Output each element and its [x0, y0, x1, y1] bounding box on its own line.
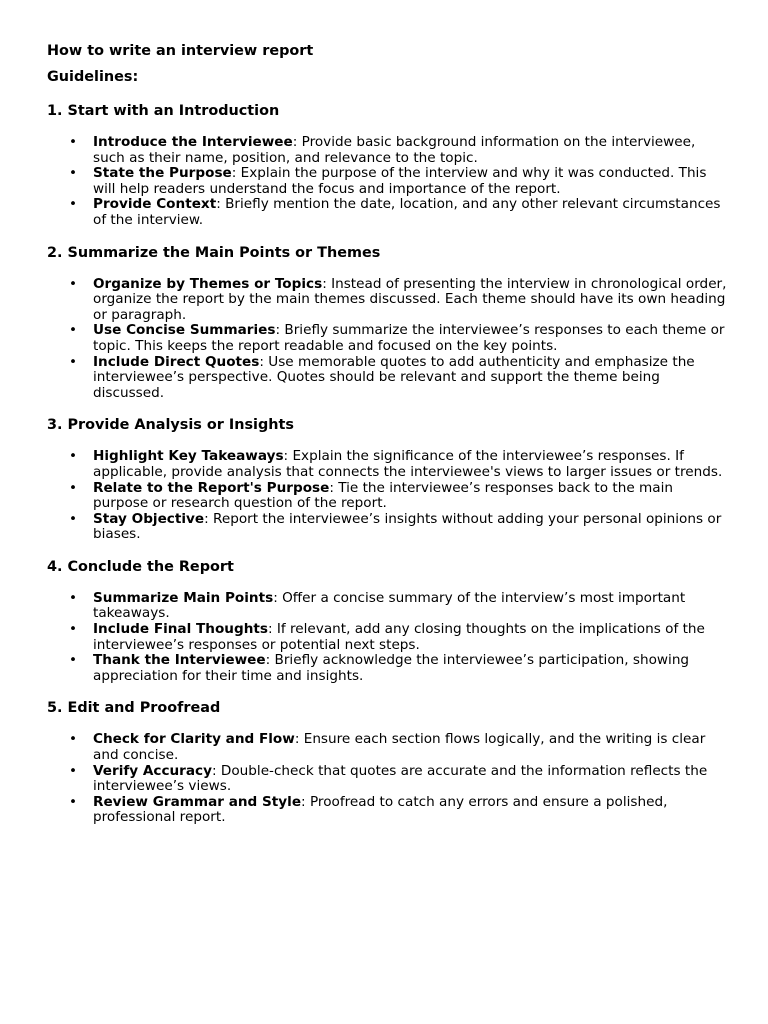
bullet-icon: •	[69, 196, 78, 213]
item-text: : Report the interviewee’s insights without adding your personal opinions or biases.	[93, 510, 722, 543]
section-heading: 3. Provide Analysis or Insights	[47, 417, 294, 434]
section-main-points	[47, 245, 727, 402]
section-analysis	[47, 417, 727, 543]
list-item	[69, 510, 727, 543]
item-term: Stay Objective	[93, 510, 205, 527]
list-item	[69, 762, 727, 795]
list-item	[69, 731, 727, 764]
bullet-icon: •	[69, 510, 78, 527]
bullet-icon: •	[69, 652, 78, 669]
item-text: : Offer a concise summary of the interview’s most important takeaways.	[93, 589, 686, 622]
item-term: Thank the Interviewee	[93, 652, 266, 669]
list-item	[69, 322, 727, 354]
item-term: Summarize Main Points	[93, 589, 274, 606]
list-item	[69, 652, 727, 684]
bullet-icon: •	[69, 762, 78, 779]
list-item	[69, 793, 727, 826]
document-page	[47, 43, 727, 842]
item-text: : Provide basic background information on the interviewee, such as their name, position, and relevance to the topic.	[93, 134, 696, 166]
item-term: Provide Context	[93, 196, 217, 213]
item-term: Highlight Key Takeaways	[93, 448, 284, 465]
bullet-icon: •	[69, 448, 78, 465]
bullet-icon: •	[69, 479, 78, 496]
bullet-icon: •	[69, 731, 78, 748]
bullet-icon: •	[69, 322, 78, 339]
bullet-list	[47, 732, 727, 826]
bullet-list	[47, 449, 727, 543]
item-term: State the Purpose	[93, 165, 232, 182]
section-edit-proofread	[47, 700, 727, 826]
list-item	[69, 589, 727, 622]
list-item	[69, 479, 727, 512]
bullet-icon: •	[69, 165, 78, 182]
item-text: : Tie the interviewee’s responses back to the main purpose or research question of the report.	[93, 479, 673, 512]
item-text: : Ensure each section flows logically, and the writing is clear and concise.	[93, 731, 706, 764]
item-text: : Instead of presenting the interview in chronological order, organize the report by the main themes discussed. Each theme should have its own heading or paragraph.	[93, 275, 727, 323]
section-conclusion	[47, 559, 727, 685]
list-item	[69, 134, 727, 166]
document-subtitle: Guidelines:	[47, 69, 139, 85]
item-text: : Proofread to catch any errors and ensure a polished, professional report.	[93, 793, 668, 826]
bullet-icon: •	[69, 621, 78, 638]
bullet-icon: •	[69, 589, 78, 606]
item-text: : Double-check that quotes are accurate and the information reflects the interviewee’s views.	[93, 762, 708, 795]
item-text: : Briefly summarize the interviewee’s responses to each theme or topic. This keeps the report readable and focused on the key points.	[93, 322, 725, 354]
list-item	[69, 353, 727, 402]
item-term: Organize by Themes or Topics	[93, 275, 323, 292]
list-item	[69, 621, 727, 653]
document-title: How to write an interview report	[47, 43, 314, 59]
item-text: : If relevant, add any closing thoughts on the implications of the interviewee’s responses or potential next steps.	[93, 621, 705, 653]
item-text: : Briefly acknowledge the interviewee’s participation, showing appreciation for their time and insights.	[93, 652, 690, 684]
bullet-icon: •	[69, 275, 78, 292]
item-text: : Use memorable quotes to add authenticity and emphasize the interviewee’s perspective. Quotes should be relevant and support the theme being discussed.	[93, 353, 695, 401]
section-heading: 5. Edit and Proofread	[47, 700, 221, 717]
item-text: : Explain the purpose of the interview and why it was conducted. This will help readers understand the focus and importance of the report.	[93, 165, 707, 197]
item-term: Review Grammar and Style	[93, 793, 302, 810]
section-heading: 2. Summarize the Main Points or Themes	[47, 244, 381, 261]
item-term: Include Final Thoughts	[93, 621, 268, 638]
item-text: : Briefly mention the date, location, and any other relevant circumstances of the interview.	[93, 196, 721, 228]
list-item	[69, 196, 727, 228]
item-term: Check for Clarity and Flow	[93, 731, 295, 748]
section-introduction	[47, 103, 727, 229]
list-item	[69, 275, 727, 324]
list-item	[69, 448, 727, 480]
item-term: Introduce the Interviewee	[93, 134, 293, 150]
bullet-list	[47, 135, 727, 229]
item-term: Include Direct Quotes	[93, 353, 260, 370]
bullet-icon: •	[69, 353, 78, 370]
bullet-icon: •	[69, 793, 78, 810]
section-heading: 4. Conclude the Report	[47, 558, 234, 575]
bullet-icon: •	[69, 134, 78, 150]
item-text: : Explain the significance of the interviewee’s responses. If applicable, provide analysis that connects the interviewee's views to larger issues or trends.	[93, 448, 723, 480]
item-term: Use Concise Summaries	[93, 322, 276, 339]
section-heading: 1. Start with an Introduction	[47, 103, 280, 119]
item-term: Relate to the Report's Purpose	[93, 479, 330, 496]
list-item	[69, 165, 727, 197]
bullet-list	[47, 591, 727, 685]
bullet-list	[47, 277, 727, 402]
item-term: Verify Accuracy	[93, 762, 212, 779]
